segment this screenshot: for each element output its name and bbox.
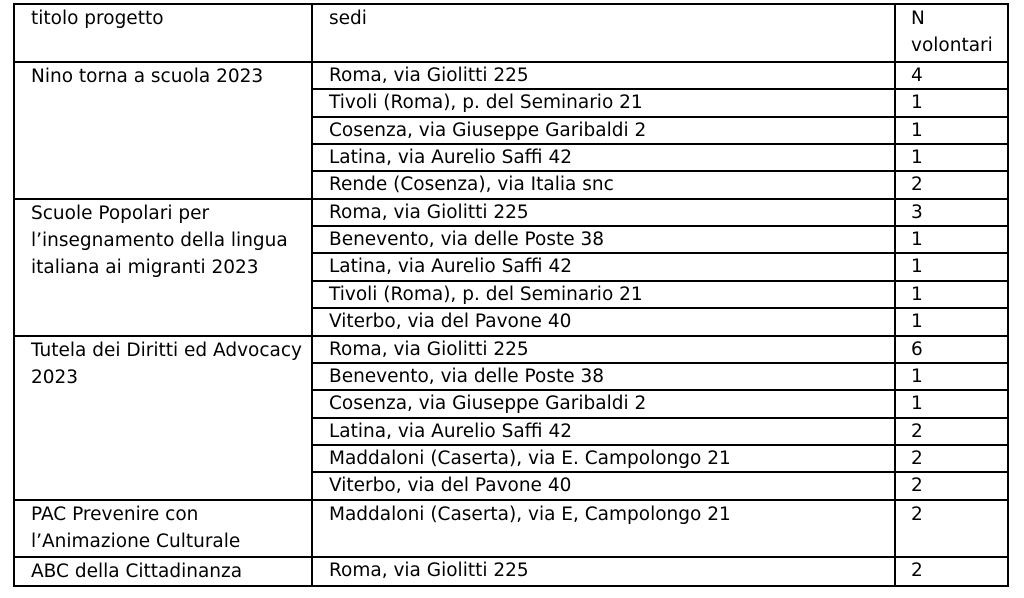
- volunteers-count: 3: [895, 199, 1008, 226]
- sede-cell: Latina, via Aurelio Saffi 42: [312, 144, 895, 171]
- sede-cell: Maddaloni (Caserta), via E, Campolongo 21: [312, 500, 895, 557]
- sede-cell: Viterbo, via del Pavone 40: [312, 472, 895, 499]
- sede-cell: Benevento, via delle Poste 38: [312, 226, 895, 253]
- volunteers-count: 1: [895, 253, 1008, 280]
- sede-cell: Roma, via Giolitti 225: [312, 557, 895, 586]
- sede-cell: Maddaloni (Caserta), via E. Campolongo 21: [312, 445, 895, 472]
- project-title: ABC della Cittadinanza: [14, 557, 312, 586]
- project-title: Nino torna a scuola 2023: [14, 62, 312, 199]
- sede-cell: Roma, via Giolitti 225: [312, 336, 895, 363]
- header-n-volontari: N volontari: [895, 4, 1008, 62]
- volunteers-count: 1: [895, 89, 1008, 116]
- sede-cell: Roma, via Giolitti 225: [312, 62, 895, 89]
- sede-cell: Tivoli (Roma), p. del Seminario 21: [312, 89, 895, 116]
- volunteers-count: 2: [895, 557, 1008, 586]
- sede-cell: Tivoli (Roma), p. del Seminario 21: [312, 281, 895, 308]
- table-row: [14, 500, 1008, 557]
- sede-cell: Cosenza, via Giuseppe Garibaldi 2: [312, 117, 895, 144]
- sede-cell: Latina, via Aurelio Saffi 42: [312, 253, 895, 280]
- header-row: [14, 4, 1008, 62]
- volunteers-count: 2: [895, 445, 1008, 472]
- sede-cell: Viterbo, via del Pavone 40: [312, 308, 895, 335]
- volunteers-table-frame: [13, 3, 1007, 587]
- table-row: [14, 557, 1008, 586]
- project-title: Tutela dei Diritti ed Advocacy 2023: [14, 336, 312, 500]
- table-row: [14, 62, 1008, 89]
- volunteers-count: 2: [895, 171, 1008, 198]
- sede-cell: Latina, via Aurelio Saffi 42: [312, 418, 895, 445]
- header-sedi: sedi: [312, 4, 895, 62]
- sede-cell: Rende (Cosenza), via Italia snc: [312, 171, 895, 198]
- volunteers-count: 2: [895, 472, 1008, 499]
- project-title: Scuole Popolari per l’insegnamento della lingua italiana ai migranti 2023: [14, 199, 312, 336]
- table-row: [14, 336, 1008, 363]
- volunteers-count: 1: [895, 226, 1008, 253]
- volunteers-count: 4: [895, 62, 1008, 89]
- project-title: PAC Prevenire con l’Animazione Culturale: [14, 500, 312, 557]
- volunteers-count: 1: [895, 117, 1008, 144]
- volunteers-count: 6: [895, 336, 1008, 363]
- volunteers-table: [13, 3, 1009, 587]
- volunteers-count: 1: [895, 144, 1008, 171]
- volunteers-count: 1: [895, 308, 1008, 335]
- table-row: [14, 199, 1008, 226]
- volunteers-count: 2: [895, 500, 1008, 557]
- volunteers-count: 1: [895, 390, 1008, 417]
- volunteers-count: 1: [895, 281, 1008, 308]
- volunteers-count: 2: [895, 418, 1008, 445]
- sede-cell: Roma, via Giolitti 225: [312, 199, 895, 226]
- volunteers-count: 1: [895, 363, 1008, 390]
- sede-cell: Benevento, via delle Poste 38: [312, 363, 895, 390]
- header-titolo-progetto: titolo progetto: [14, 4, 312, 62]
- sede-cell: Cosenza, via Giuseppe Garibaldi 2: [312, 390, 895, 417]
